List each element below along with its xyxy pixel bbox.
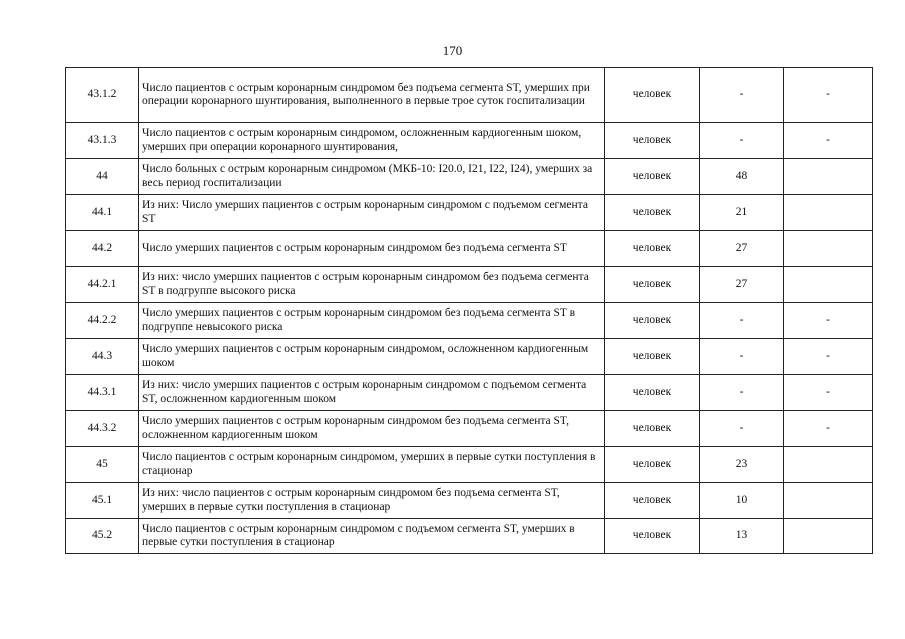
row-description: Число пациентов с острым коронарным синдромом без подъема сегмента ST, умерших при операции коронарного шунтирования, выполненного в первые трое суток госпитализации <box>139 68 605 123</box>
table-row <box>66 483 873 519</box>
row-number: 43.1.3 <box>66 123 139 159</box>
row-description: Из них: число умерших пациентов с острым коронарным синдромом без подъема сегмента ST в подгруппе высокого риска <box>139 267 605 303</box>
row-description: Из них: число умерших пациентов с острым коронарным синдромом с подъемом сегмента ST, осложненном кардиогенным шоком <box>139 375 605 411</box>
row-value-2: - <box>784 68 873 123</box>
row-number: 44.2.2 <box>66 303 139 339</box>
row-unit: человек <box>605 159 700 195</box>
row-number: 43.1.2 <box>66 68 139 123</box>
table-row <box>66 267 873 303</box>
row-description: Число умерших пациентов с острым коронарным синдромом без подъема сегмента ST <box>139 231 605 267</box>
row-number: 45 <box>66 447 139 483</box>
row-value: 27 <box>700 231 784 267</box>
row-unit: человек <box>605 519 700 554</box>
row-description: Число пациентов с острым коронарным синдромом, осложненным кардиогенным шоком, умерших при операции коронарного шунтирования, <box>139 123 605 159</box>
report-table <box>65 67 873 554</box>
row-number: 44.1 <box>66 195 139 231</box>
row-value: - <box>700 303 784 339</box>
table-row <box>66 519 873 554</box>
row-number: 44.3 <box>66 339 139 375</box>
row-unit: человек <box>605 303 700 339</box>
row-value-2: - <box>784 411 873 447</box>
table-row <box>66 68 873 123</box>
table-row <box>66 231 873 267</box>
row-description: Число умерших пациентов с острым коронарным синдромом без подъема сегмента ST, осложненном кардиогенным шоком <box>139 411 605 447</box>
row-unit: человек <box>605 447 700 483</box>
table-row <box>66 411 873 447</box>
row-value-2: - <box>784 303 873 339</box>
table-row <box>66 339 873 375</box>
row-value: - <box>700 339 784 375</box>
row-unit: человек <box>605 339 700 375</box>
row-value-2: - <box>784 375 873 411</box>
page-number: 170 <box>442 43 463 58</box>
row-description: Число умерших пациентов с острым коронарным синдромом без подъема сегмента ST в подгруппе невысокого риска <box>139 303 605 339</box>
row-number: 44.2 <box>66 231 139 267</box>
table-row <box>66 447 873 483</box>
row-unit: человек <box>605 267 700 303</box>
row-number: 44.3.1 <box>66 375 139 411</box>
row-unit: человек <box>605 123 700 159</box>
row-value-2 <box>784 195 873 231</box>
row-value: 27 <box>700 267 784 303</box>
row-number: 44 <box>66 159 139 195</box>
row-number: 45.1 <box>66 483 139 519</box>
row-unit: человек <box>605 375 700 411</box>
table-row <box>66 375 873 411</box>
row-number: 45.2 <box>66 519 139 554</box>
row-unit: человек <box>605 231 700 267</box>
row-value: 10 <box>700 483 784 519</box>
row-unit: человек <box>605 195 700 231</box>
row-unit: человек <box>605 68 700 123</box>
row-description: Из них: Число умерших пациентов с острым коронарным синдромом с подъемом сегмента ST <box>139 195 605 231</box>
table-row <box>66 195 873 231</box>
row-value: 21 <box>700 195 784 231</box>
row-description: Из них: число пациентов с острым коронарным синдромом без подъема сегмента ST, умерших в первые сутки поступления в стационар <box>139 483 605 519</box>
row-value: 48 <box>700 159 784 195</box>
table-row <box>66 123 873 159</box>
row-unit: человек <box>605 483 700 519</box>
row-value-2 <box>784 519 873 554</box>
row-number: 44.2.1 <box>66 267 139 303</box>
row-value: - <box>700 68 784 123</box>
row-description: Число больных с острым коронарным синдромом (МКБ-10: I20.0, I21, I22, I24), умерших за весь период госпитализации <box>139 159 605 195</box>
table-row <box>66 303 873 339</box>
row-description: Число умерших пациентов с острым коронарным синдромом, осложненном кардиогенным шоком <box>139 339 605 375</box>
row-description: Число пациентов с острым коронарным синдромом с подъемом сегмента ST, умерших в первые сутки поступления в стационар <box>139 519 605 554</box>
row-value-2: - <box>784 339 873 375</box>
row-value: - <box>700 123 784 159</box>
row-value-2 <box>784 159 873 195</box>
row-description: Число пациентов с острым коронарным синдромом, умерших в первые сутки поступления в стационар <box>139 447 605 483</box>
row-unit: человек <box>605 411 700 447</box>
row-value: 23 <box>700 447 784 483</box>
table-row <box>66 159 873 195</box>
row-value-2 <box>784 231 873 267</box>
row-value: - <box>700 411 784 447</box>
row-value-2 <box>784 447 873 483</box>
row-value-2: - <box>784 123 873 159</box>
row-value: - <box>700 375 784 411</box>
row-value: 13 <box>700 519 784 554</box>
row-value-2 <box>784 483 873 519</box>
row-value-2 <box>784 267 873 303</box>
row-number: 44.3.2 <box>66 411 139 447</box>
